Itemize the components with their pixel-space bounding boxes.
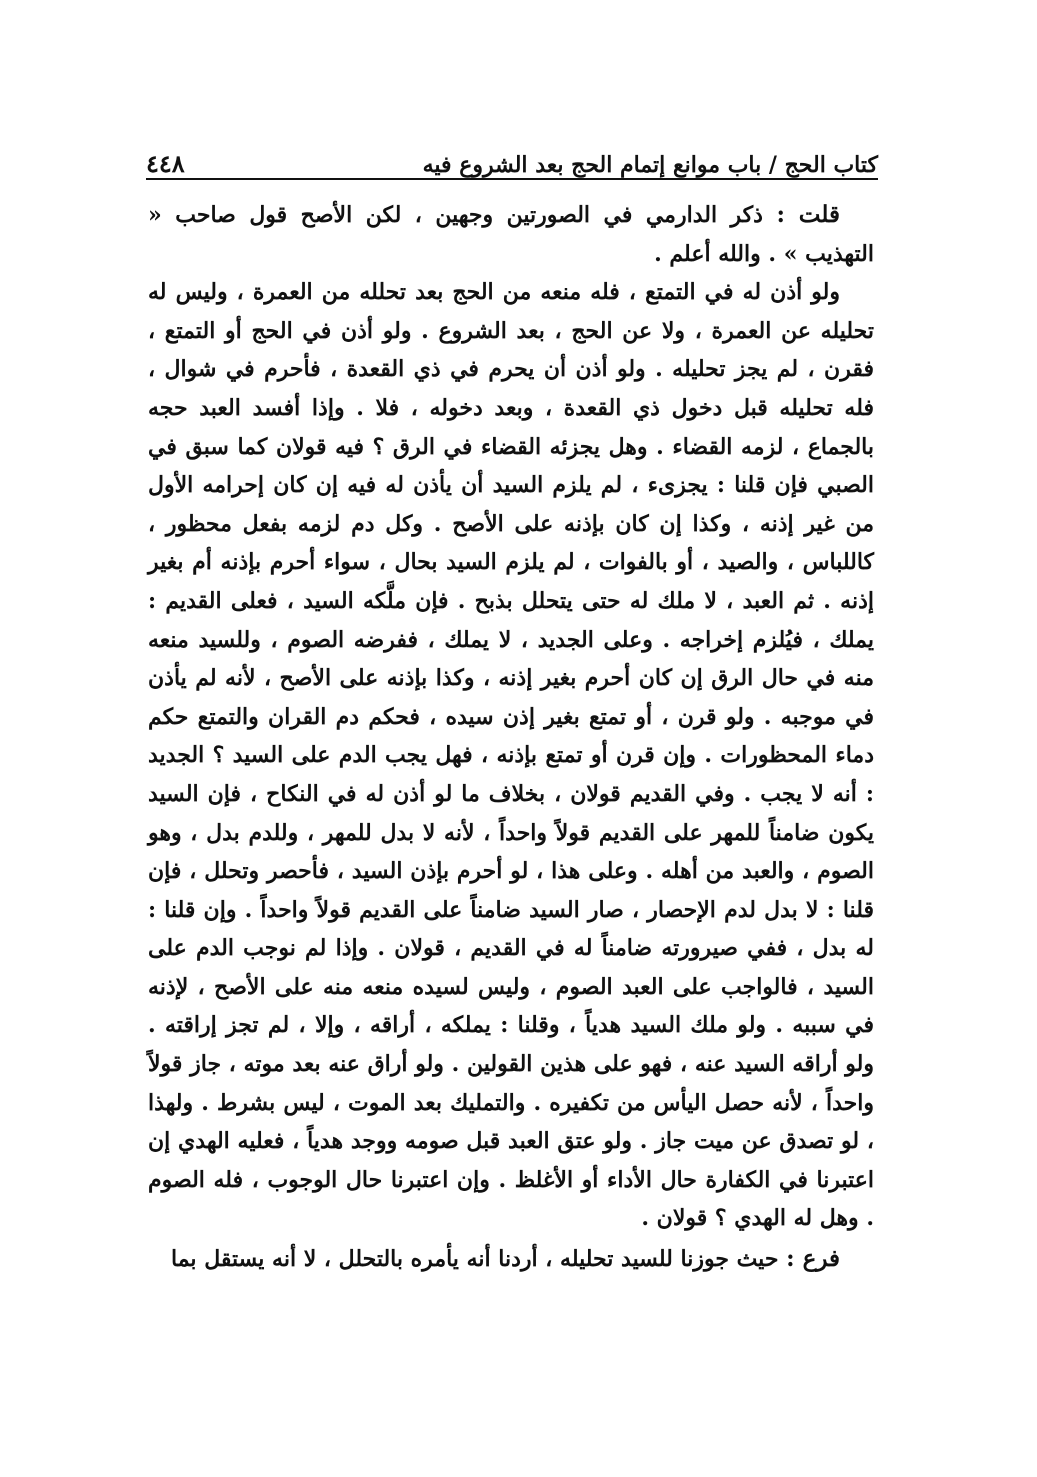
running-title: كتاب الحج / باب موانع إتمام الحج بعد الشروع فيه [422, 152, 878, 178]
page-body [148, 196, 874, 1279]
paragraph-text: حيث جوزنا للسيد تحليله ، أردنا أنه يأمره بالتحلل ، لا أنه يستقل بما [170, 1246, 779, 1273]
page-number: ٤٤٨ [146, 149, 185, 178]
paragraph-text: ولو أذن له في التمتع ، فله منعه من الحج بعد تحلله من العمرة ، وليس له تحليله عن العمرة ، ولا عن الحج ، بعد الشروع . ولو أذن في الحج أو التمتع ، فقرن ، لم يجز تحليله . ولو أذن أن يحرم في ذي القعدة ، فأحرم في شوال ، فله تحليله قبل دخول ذي القعدة ، وبعد دخوله ، فلا . وإذا أفسد العبد حجه بالجماع ، لزمه القضاء . وهل يجزئه القضاء في الرق ؟ فيه قولان كما سبق في الصبي فإن قلنا : يجزىء ، لم يلزم السيد أن يأذن له فيه إن كان إحرامه الأول من غير إذنه ، وكذا إن كان بإذنه على الأصح . وكل دم لزمه بفعل محظور ، كاللباس ، والصيد ، أو بالفوات ، لم يلزم السيد بحال ، سواء أحرم بإذنه أم بغير إذنه . ثم العبد ، لا ملك له حتى يتحلل بذبح . فإن ملَّكه السيد ، فعلى القديم : يملك ، فيُلزم إخراجه . وعلى الجديد ، لا يملك ، ففرضه الصوم ، وللسيد منعه منه في حال الرق إن كان أحرم بغير إذنه ، وكذا بإذنه على الأصح ، لأنه لم يأذن في موجبه . ولو قرن ، أو تمتع بغير إذن سيده ، فحكم دم القران والتمتع حكم دماء المحظورات . وإن قرن أو تمتع بإذنه ، فهل يجب الدم على السيد ؟ الجديد : أنه لا يجب . وفي القديم قولان ، بخلاف ما لو أذن له في النكاح ، فإن السيد يكون ضامناً للمهر على القديم قولاً واحداً ، لأنه لا بدل للمهر ، وللدم بدل ، وهو الصوم ، والعبد من أهله . وعلى هذا ، لو أحرم بإذن السيد ، فأحصر وتحلل ، فإن قلنا : لا بدل لدم الإحصار ، صار السيد ضامناً على القديم قولاً واحداً . وإن قلنا : له بدل ، ففي صيرورته ضامناً له في القديم ، قولان . وإذا لم نوجب الدم على السيد ، فالواجب على العبد الصوم ، وليس لسيده منعه منه على الأصح ، لإذنه في سببه . ولو ملك السيد هدياً ، وقلنا : يملكه ، أراقه ، وإلا ، لم تجز إراقته . ولو أراقه السيد عنه ، فهو على هذين القولين . ولو أراق عنه بعد موته ، جاز قولاً واحداً ، لأنه حصل اليأس من تكفيره . والتمليك بعد الموت ، ليس بشرط . ولهذا ، لو تصدق عن ميت جاز . ولو عتق العبد قبل صومه ووجد هدياً ، فعليه الهدي إن اعتبرنا في الكفارة حال الأداء أو الأغلظ . وإن اعتبرنا حال الوجوب ، فله الصوم . وهل له الهدي ؟ قولان . [148, 279, 874, 1232]
paragraph-lead: قلت : [776, 201, 840, 228]
paragraph-branch [148, 1240, 874, 1279]
paragraph-note [148, 196, 874, 273]
paragraph-main [148, 273, 874, 1238]
paragraph-text: ذكر الدارمي في الصورتين وجهين ، لكن الأصح قول صاحب « التهذيب » . والله أعلم . [148, 202, 874, 267]
header-divider [146, 178, 878, 180]
paragraph-lead: فرع : [786, 1245, 840, 1273]
page-header [146, 138, 878, 178]
